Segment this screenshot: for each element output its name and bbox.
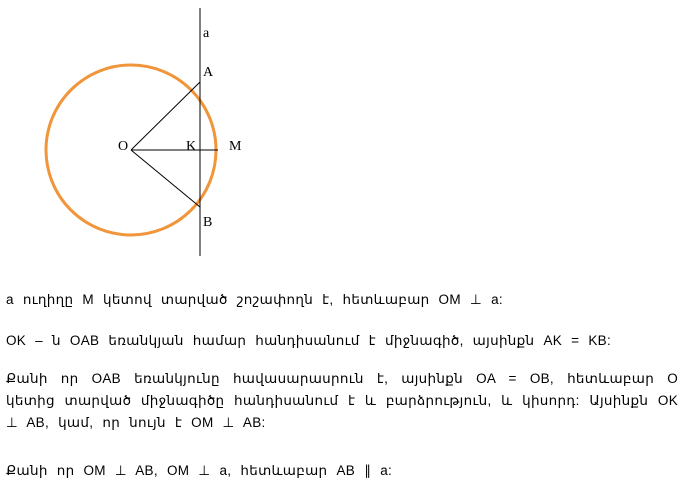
statement-isosceles	[6, 368, 678, 434]
label-M: M	[229, 139, 242, 154]
statement-tangent	[6, 289, 678, 311]
statement-tangent-text: a ուղիղը M կետով տարված շոշափողն է, հետևաբար OM ⊥ a:	[6, 292, 503, 307]
label-K: K	[186, 139, 197, 154]
statement-conclusion-text: Քանի որ OM ⊥ AB, OM ⊥ a, հետևաբար AB ∥ a:	[6, 463, 393, 478]
statement-median	[6, 330, 678, 352]
segment-OB	[131, 150, 200, 207]
label-A: A	[203, 65, 214, 80]
statement-median-text: OK – ն OAB եռանկյան համար հանդիսանում է միջնագիծ, այսինքն AK = KB:	[6, 333, 612, 348]
label-O: O	[118, 139, 129, 154]
label-line-a: a	[203, 26, 210, 41]
statement-isosceles-text: Քանի որ OAB եռանկյունը հավասարասրուն է, այսինքն OA = OB, հետևաբար O կետից տարված միջնագիծը հանդիսանում է և բարձրություն, և կիսորդ: Այսինքն OK ⊥ AB, կամ, որ նույն է OM ⊥ AB:	[6, 371, 678, 430]
statement-conclusion	[6, 460, 678, 482]
label-B: B	[203, 215, 213, 230]
